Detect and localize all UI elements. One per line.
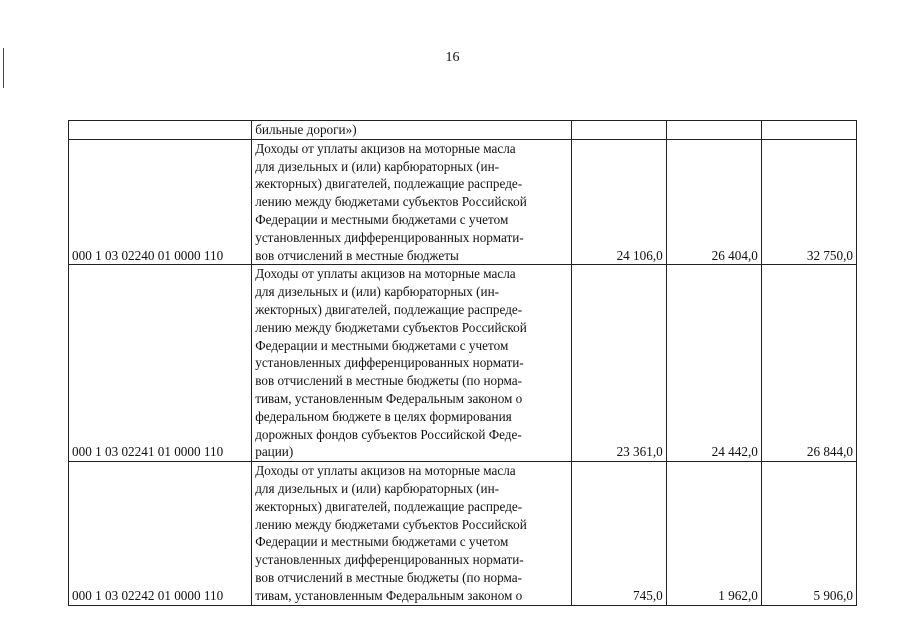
description-line: установленных дифференцированных нормати- [255, 229, 524, 245]
amount-year-1: 23 361,0 [571, 265, 666, 462]
amount-year-3 [761, 121, 856, 140]
description-line: федеральном бюджете в целях формирования [255, 408, 512, 424]
description-line: лению между бюджетами субъектов Российской [255, 319, 527, 335]
amount-year-1: 24 106,0 [571, 139, 666, 265]
table-row [69, 462, 857, 605]
amount-year-3: 32 750,0 [761, 139, 856, 265]
amount-year-2: 24 442,0 [666, 265, 761, 462]
description-line: Доходы от уплаты акцизов на моторные масла [255, 266, 516, 282]
description-line: установленных дифференцированных нормати- [255, 552, 524, 568]
amount-year-2: 1 962,0 [666, 462, 761, 605]
budget-classification-code [69, 121, 252, 140]
description-line: Доходы от уплаты акцизов на моторные масла [255, 463, 516, 479]
budget-classification-code: 000 1 03 02242 01 0000 110 [69, 462, 252, 605]
amount-year-3: 26 844,0 [761, 265, 856, 462]
budget-classification-code: 000 1 03 02240 01 0000 110 [69, 139, 252, 265]
table-row [69, 121, 857, 140]
description-line: вов отчислений в местные бюджеты (по норма- [255, 373, 523, 389]
amount-year-1: 745,0 [571, 462, 666, 605]
description-line: для дизельных и (или) карбюраторных (ин- [255, 284, 500, 300]
description-line: для дизельных и (или) карбюраторных (ин- [255, 480, 500, 496]
income-description [252, 139, 571, 265]
description-line: жекторных) двигателей, подлежащие распреде- [255, 176, 523, 192]
amount-year-2: 26 404,0 [666, 139, 761, 265]
income-description [252, 265, 571, 462]
table-row [69, 265, 857, 462]
amount-year-1 [571, 121, 666, 140]
description-line: тивам, установленным Федеральным законом о [255, 390, 523, 406]
description-line: жекторных) двигателей, подлежащие распреде- [255, 301, 523, 317]
description-line: Федерации и местными бюджетами с учетом [255, 211, 509, 227]
description-line: Федерации и местными бюджетами с учетом [255, 337, 509, 353]
amount-year-2 [666, 121, 761, 140]
description-line: лению между бюджетами субъектов Российской [255, 194, 527, 210]
description-line: для дизельных и (или) карбюраторных (ин- [255, 158, 500, 174]
amount-year-3: 5 906,0 [761, 462, 856, 605]
description-line: рации) [255, 444, 294, 460]
table-row [69, 139, 857, 265]
budget-table [68, 120, 857, 606]
description-line: вов отчислений в местные бюджеты [255, 247, 459, 263]
budget-classification-code: 000 1 03 02241 01 0000 110 [69, 265, 252, 462]
description-line: Доходы от уплаты акцизов на моторные масла [255, 140, 516, 156]
description-line: жекторных) двигателей, подлежащие распреде- [255, 498, 523, 514]
description-line: лению между бюджетами субъектов Российской [255, 516, 527, 532]
description-line: тивам, установленным Федеральным законом о [255, 587, 523, 603]
income-description [252, 121, 571, 140]
page-number: 16 [445, 50, 460, 65]
description-line: Федерации и местными бюджетами с учетом [255, 534, 509, 550]
description-line: бильные дороги») [255, 122, 357, 137]
description-line: установленных дифференцированных нормати- [255, 355, 524, 371]
description-line: вов отчислений в местные бюджеты (по норма- [255, 569, 523, 585]
income-description [252, 462, 571, 605]
description-line: дорожных фондов субъектов Российской Феде- [255, 426, 522, 442]
